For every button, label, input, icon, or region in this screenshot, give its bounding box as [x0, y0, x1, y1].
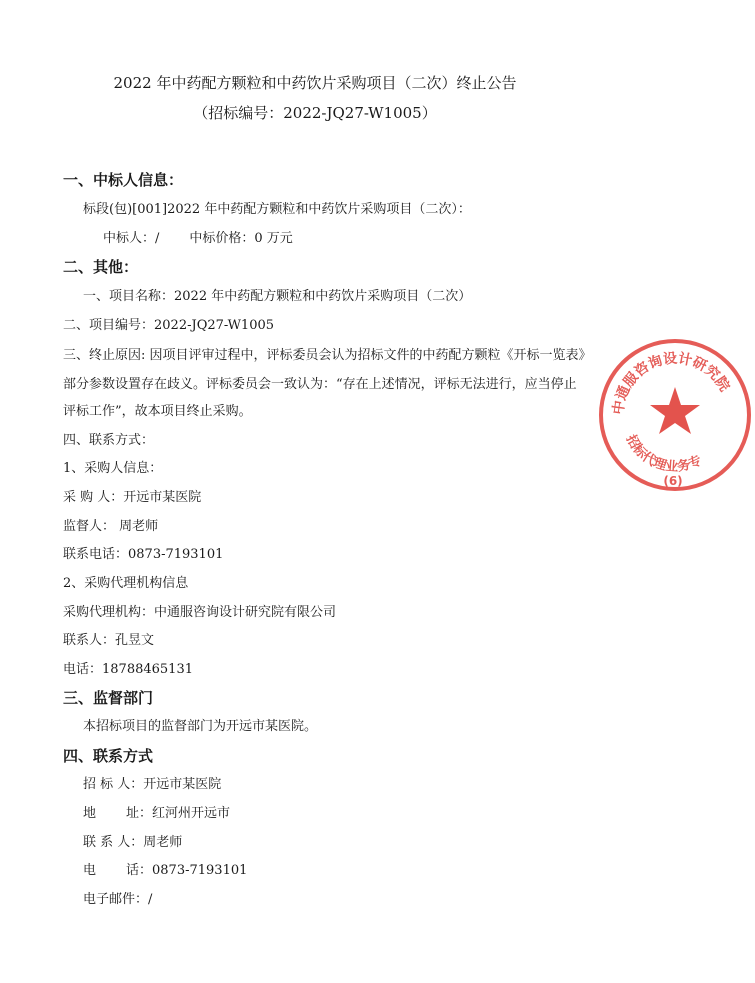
section-heading-supervision: 三、监督部门 [63, 689, 154, 707]
phone-label: 电 [83, 863, 97, 878]
tenderer: 招 标 人：开远市某医院 [83, 777, 222, 792]
agency-phone: 电话：18788465131 [63, 662, 193, 677]
supervision-text: 本招标项目的监督部门为开远市某医院。 [83, 719, 318, 734]
seal-bottom-text: 招标代理业务专 [622, 432, 705, 476]
section-heading-other: 二、其他： [63, 258, 139, 276]
project-number: 二、项目编号：2022-JQ27-W1005 [63, 318, 275, 333]
tenderer-contact: 联 系 人：周老师 [83, 835, 183, 850]
seal-number: (6) [663, 474, 683, 488]
section-heading-winner: 一、中标人信息： [63, 171, 184, 189]
termination-reason-line2: 部分参数设置存在歧义。评标委员会一致认为：“存在上述情况，评标无法进行，应当停止 [63, 377, 577, 392]
price-label: 中标价格：0 万元 [189, 231, 293, 246]
address-label: 地 [83, 806, 97, 821]
address [83, 805, 230, 823]
section-heading-contact: 四、联系方式 [63, 747, 154, 765]
phone-value: 话：0873-7193101 [126, 863, 248, 878]
winner-label: 中标人：/ [103, 231, 160, 246]
page-title: 2022 年中药配方颗粒和中药饮片采购项目（二次）终止公告 [113, 74, 517, 92]
seal-top-text: 中通服咨询设计研究院 [610, 350, 733, 416]
project-name: 一、项目名称：2022 年中药配方颗粒和中药饮片采购项目（二次） [83, 289, 472, 304]
purchaser-heading: 1、采购人信息： [63, 461, 163, 476]
tenderer-email: 电子邮件：/ [83, 892, 153, 907]
termination-reason-line1: 三、终止原因: 因项目评审过程中，评标委员会认为招标文件的中药配方颗粒《开标一览表》 [63, 348, 592, 363]
star-icon [650, 387, 700, 434]
purchaser-phone: 联系电话：0873-7193101 [63, 547, 224, 562]
purchaser-name: 采 购 人：开远市某医院 [63, 490, 202, 505]
agency-heading: 2、采购代理机构信息 [63, 576, 189, 591]
tender-number: （招标编号：2022-JQ27-W1005） [193, 104, 437, 122]
lot-line: 标段(包)[001]2022 年中药配方颗粒和中药饮片采购项目（二次）： [83, 202, 471, 217]
tenderer-phone [83, 862, 247, 880]
address-value: 址：红河州开远市 [126, 806, 231, 821]
agency-contact: 联系人：孔昱文 [63, 633, 155, 648]
contact-heading: 四、联系方式： [63, 433, 155, 448]
agency-name: 采购代理机构：中通服咨询设计研究院有限公司 [63, 605, 337, 620]
official-seal-stamp [595, 335, 755, 495]
supervisor: 监督人： 周老师 [63, 519, 159, 534]
termination-reason-line3: 评标工作”，故本项目终止采购。 [63, 404, 252, 419]
winner-line [103, 230, 293, 248]
